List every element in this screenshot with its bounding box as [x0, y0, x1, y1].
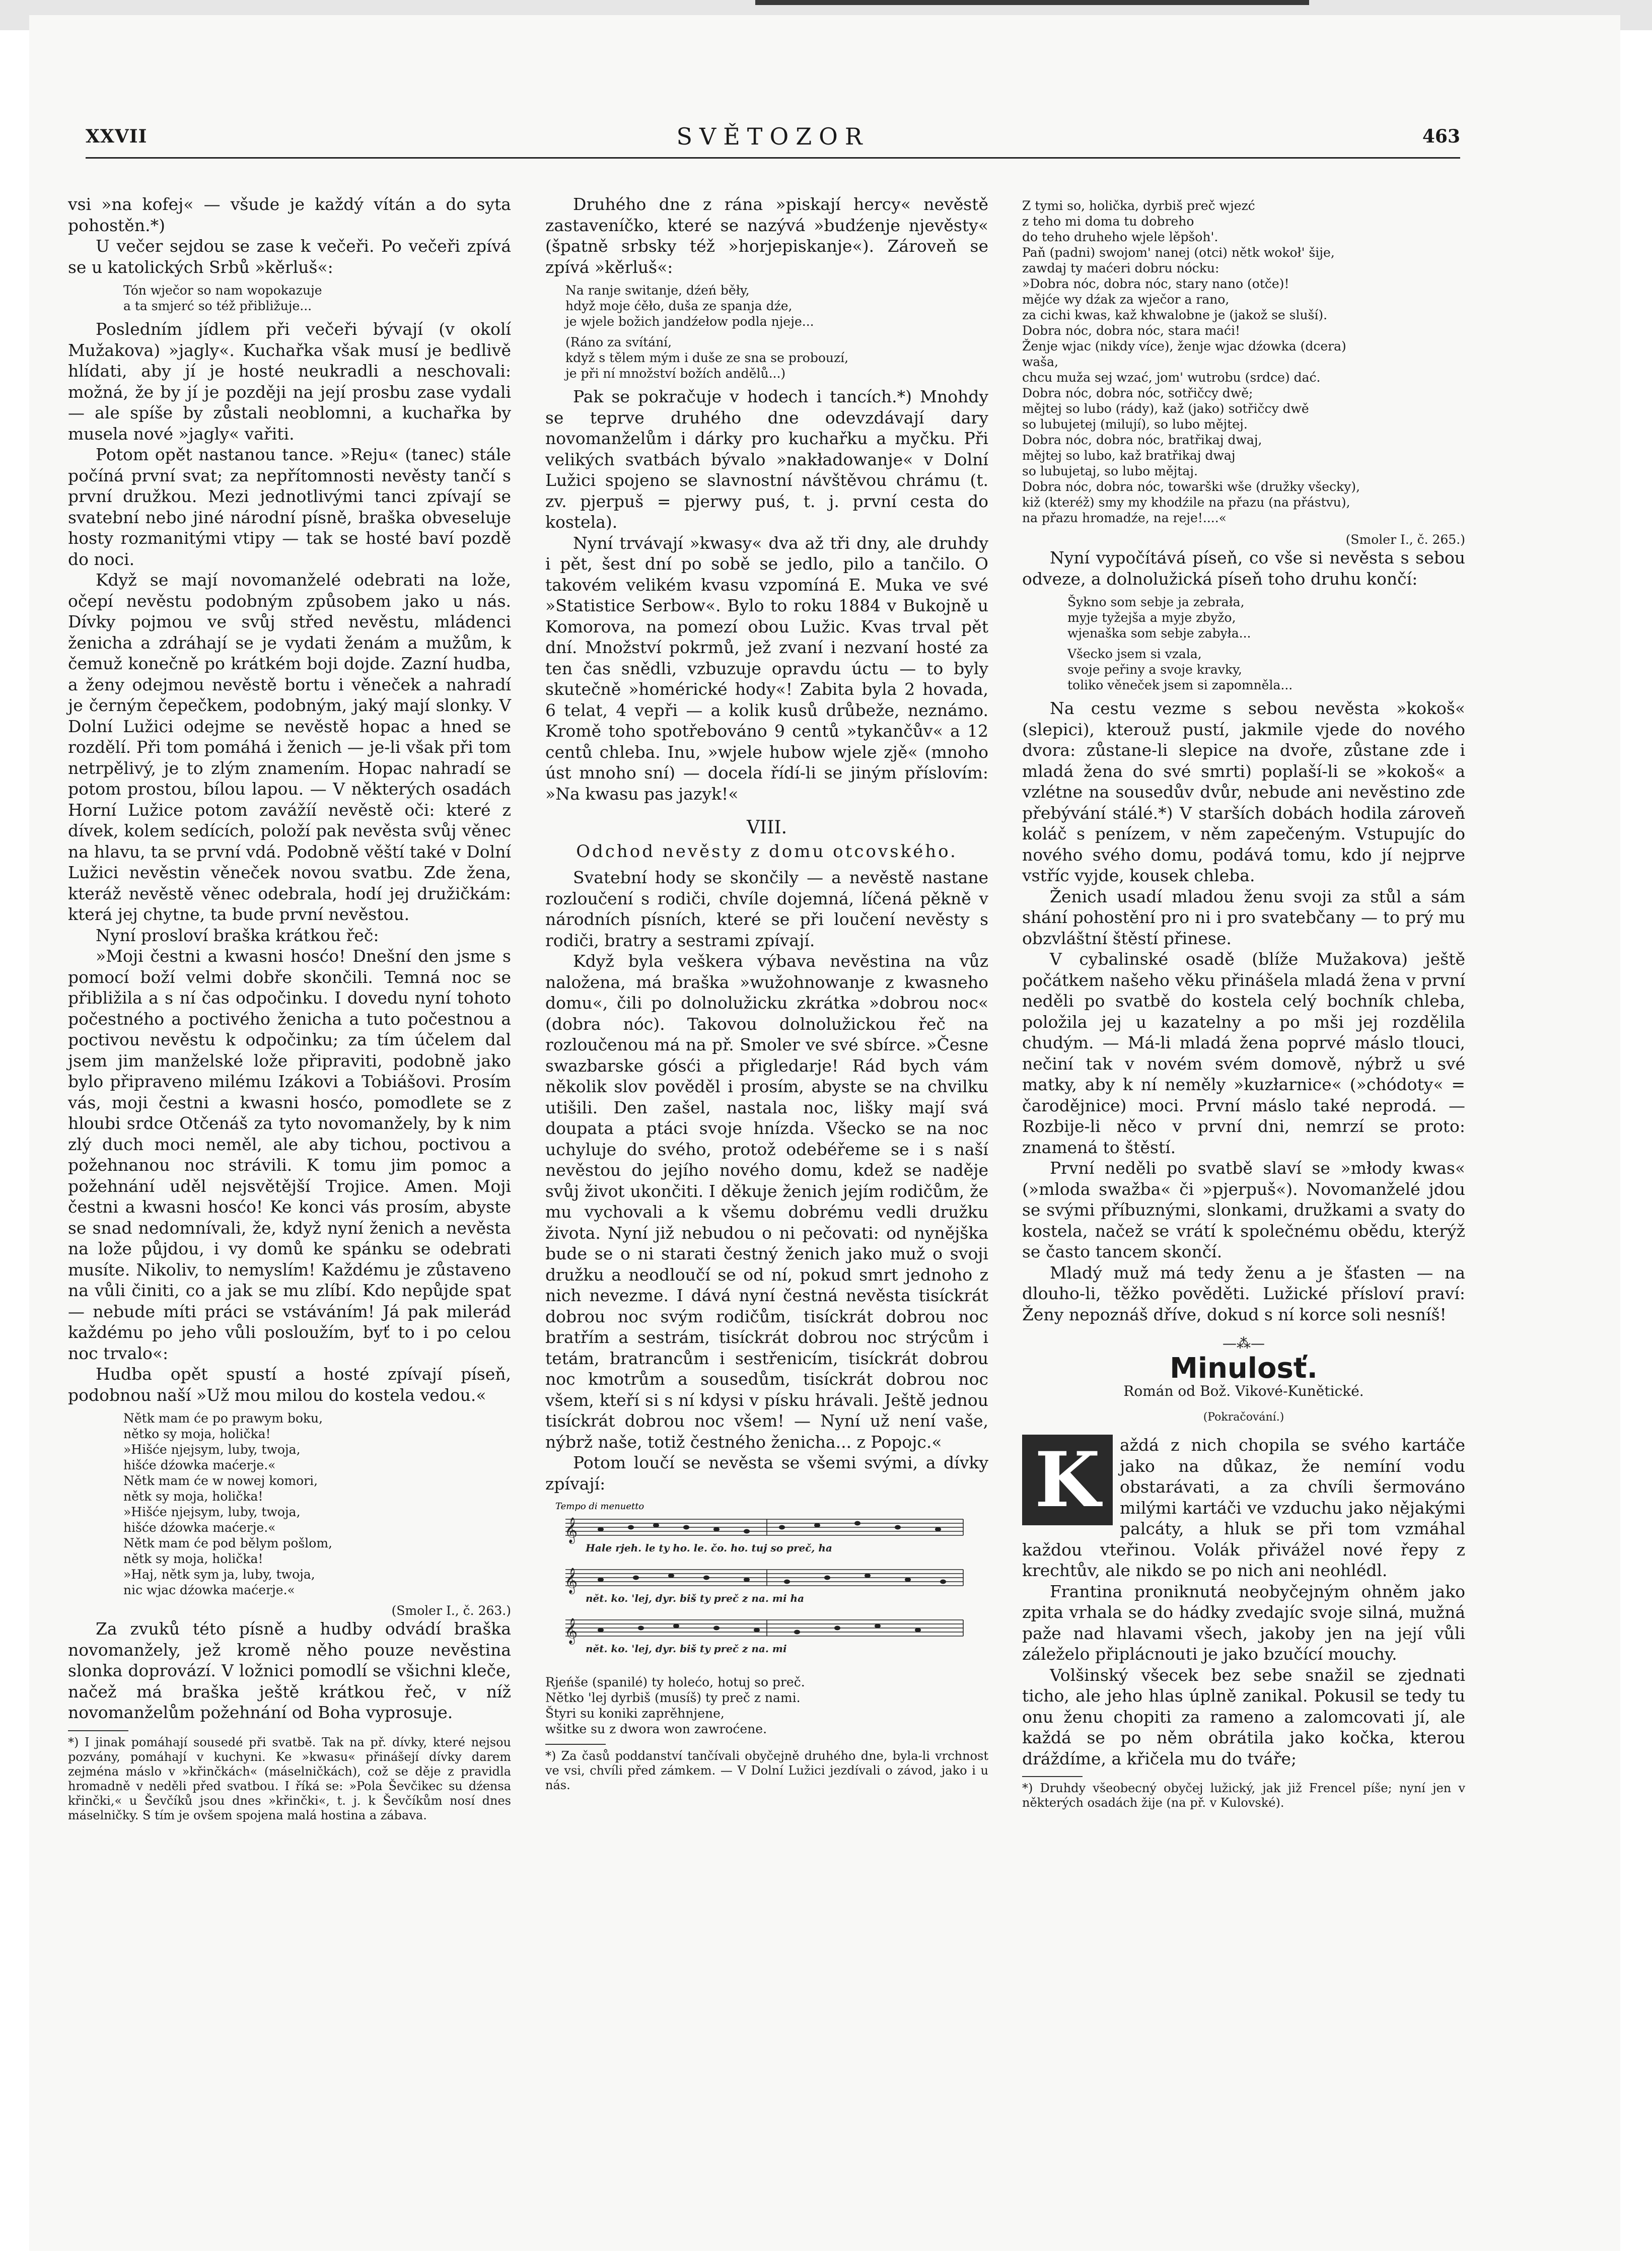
- paragraph: Když byla veškera výbava nevěstina na vůz naložena, má braška »wužohnowanje z kwasneho domu«, čili po dolnolužicku zkrátka »dobrou noc« (dobra nóc). Takovou dolnolužickou řeč na rozloučenou má na př. Smoler ve své sbírce. »Česne swazbarske gósći a přigledarje! Rád bych vám několik slov pověděl i prosím, abyste se na chvilku utišili. Den zašel, nastala noc, lišky mají svá doupata a ptáci svoje hnízda. Všecko se na noc uchyluje do svého, protož odebéřeme se i s naší nevěstou do jejího nového domu, kdež se naděje svůj život ukončiti. I děkuje ženich jejím rodičům, že mu vychovali a k všemu dobrému vedli družku života. Nyní již nebudou o ni pečovati: od nynějška bude se o ni starati čestný ženich jako muž o svoji družku a neodloučí se od ní, pokud smrt jednoho z nich nevezme. I dává nyní čestná nevěsta tisíckrát dobrou noc svým rodičům, tisíckrát dobrou noc bratřím a sestrám, tisíckrát dobrou noc strýcům i tetám, bratrancům i sestřenicím, tisíckrát dobrou noc kmotrům a sousedům, tisíckrát dobrou noc všem, kteří si s ní kdysi v písku hrávali. Ještě jednou tisíckrát dobrou noc všem! — Nyní už není vaše, nýbrž naše, totiž čestného ženicha... z Popojc.«: [545, 951, 988, 1452]
- music-staves: [555, 1501, 968, 1667]
- paragraph: V cybalinské osadě (blíže Mužakova) ještě počátkem našeho věku přinášela mladá žena v první neděli po svatbě do kostela celý bochník chleba, položila jej u kazatelny a po mši jej rozdělila chudým. — Má-li mladá žena poprvé máslo tlouci, nečiní tak v novém svém domově, nýbrž u své matky, aby k ní neměly »kuzłarnice« (»chódoty« = čarodějnice) moci. První máslo také neprodá. — Rozbije-li něco v první dni, nemrzí se proto: znamená to štěstí.: [1022, 949, 1465, 1157]
- source-citation: (Smoler I., č. 265.): [1345, 532, 1465, 547]
- journal-title: SVĚTOZOR: [676, 123, 870, 150]
- svg-text:𝄞: 𝄞: [564, 1618, 578, 1644]
- paragraph: Volšinský všecek bez sebe snažil se zjednati ticho, ale jeho hlas úplně zanikal. Pokusil se tedy tu onu ženu chopiti za rameno a zalomcovati jí, ale každá se po něm obrátila jako kočka, kterou dráždíme, a křičela mu do tváře;: [1022, 1665, 1465, 1768]
- song-verse: Z tymi so, holička, dyrbiš preč wjezć z teho mi doma tu dobreho do teho druheho wjele lěpšoh'. Paň (padni) swojom' nanej (otci) nětk wokoł' šije, zawdaj ty maćeri dobru nócku: »Dobra nóc, dobra nóc, stary nano (otče)! mějće wy dźak za wječor a rano, za cichi kwas, kaž khwalobne je (jakož se sluší). Dobra nóc, dobra nóc, stara maći! Ženje wjac (nikdy více), ženje wjac dźowka (dcera) waša, chcu muža sej wzać, jom' wutrobu (srdce) dać. Dobra nóc, dobra nóc, sotřičcy dwě; mějtej so lubo (rády), kaž (jako) sotřičcy dwě so lubujetej (milují), so lubo mějtej. Dobra nóc, dobra nóc, bratřikaj dwaj, mějtej so lubo, kaž bratřikaj dwaj so lubujetaj, so lubo mějtaj. Dobra nóc, dobra nóc, towarški wše (družky všecky), kiž (kteréž) smy my khodźile na přazu (na přástvu), na přazu hromadźe, na reje!....«: [1022, 198, 1360, 525]
- volume-number: XXVII: [86, 126, 148, 147]
- header-rule: [86, 157, 1460, 159]
- song-verse: Rjeńše (spanilé) ty holećo, hotuj so preč. Nětko 'lej dyrbiš (musíš) ty preč z nami. Štyri su koniki zaprěhnjene, wšitke su z dwora won zawroćene.: [545, 1675, 805, 1736]
- paragraph: aždá z nich chopila se svého kartáče jako na důkaz, že nemíní vodu obstarávati, a za chvíli šermováno milými kartáči ve vzduchu jako nějakými palcáty, a hluk se při tom vzmáhal každou vteřinou. Volák přivážel nové řepy z krechtův, ale nikdo se po nich ani neohlédl.: [1022, 1435, 1465, 1580]
- column-3: [1022, 194, 1465, 1810]
- novel-author: Román od Bož. Vikové-Kunětické.: [1123, 1383, 1364, 1399]
- column-2: [545, 194, 988, 1793]
- verse-translation: Všecko jsem si vzala, svoje peřiny a svoje kravky, toliko věneček jsem si zapomněla...: [1067, 647, 1293, 692]
- paragraph: Hudba opět spustí a hosté zpívají píseň, podobnou naší »Už mou milou do kostela vedou.«: [68, 1364, 511, 1405]
- footnote: *) I jinak pomáhají sousedé při svatbě. Tak na př. dívky, které nejsou pozvány, pomáhají v kuchyni. Ke »kwasu« přinášejí dívky darem zejména máslo v »křinčkách« (máselničkách), což se děje z pravidla hromadně v neděli před svatbou. I říká se: »Pola Ševčikec su dźensa křinčki,« u Ševčíků jsou dnes »křinčki«, t. j. k Ševčíkům nosí dnes máselničky. S tím je ovšem spojena malá hostina a zábava.: [68, 1735, 511, 1822]
- svg-text:𝄞: 𝄞: [564, 1517, 578, 1543]
- paragraph: Pak se pokračuje v hodech i tancích.*) Mnohdy se teprve druhého dne odevzdávají dary novomanželům i dárky pro kuchařku a myčku. Při velikých svatbách bývalo »nakładowanje« v Dolní Lužici spojeno se slavnostní návštěvou chrámu (t. zv. pjerpuš = pjerwy puś, t. j. první cesta do kostela).: [545, 387, 988, 532]
- paragraph: Nyní prosloví braška krátkou řeč:: [96, 925, 379, 945]
- source-citation: (Smoler I., č. 263.): [391, 1603, 511, 1618]
- section-title: Odchod nevěsty z domu otcovského.: [576, 841, 958, 862]
- paragraph: Svatební hody se skončily — a nevěstě nastane rozloučení s rodiči, chvíle dojemná, líčená pěkně v národních písních, které se při loučení nevěsty s rodiči, bratry a sestrami zpívají.: [545, 868, 988, 950]
- paragraph: Potom loučí se nevěsta se všemi svými, a dívky zpívají:: [545, 1453, 988, 1494]
- lyric-line-2: nět. ko. 'lej, dyr. biš ty preč z na. mi ha: [586, 1592, 805, 1604]
- paragraph: vsi »na kofej« — všude je každý vítán a do syta pohostěn.*): [68, 194, 511, 235]
- paragraph: Když se mají novomanželé odebrati na lože, očepí nevěstu podobným způsobem jako u nás. Dívky pojmou ve svůj střed nevěstu, mládenci ženicha a zdráhají se je vydati ženám a mužům, k čemuž konečně po krátkém boji dojde. Zazní hudba, a ženy odejmou nevěstě bortu i věneček a nahradí je černým čepečkem, podobným, jaký mají slonky. V Dolní Lužici odejme se nevěstě hopac a hned se rozdělí. Při tom pomáhá i ženich — je-li však při tom netrpělivý, je to zlým znamením. Hopac nahradí se potom prostou, bílou lapou. — V některých osadách Horní Lužice potom zavážíí nevěstě oči: které z dívek, kolem sedících, položí pak nevěsta svůj věnec na hlavu, ta se první vdá. Podobně věští také v Dolní Lužici nevěstin věneček novou svatbu. Zde žena, kteráž nevěstě věnec odebrala, hodí jej družičkám: která jej chytne, ta bude první nevěstou.: [68, 570, 511, 924]
- footnote: *) Za časů poddanství tančívali obyčejně druhého dne, byla-li vrchnost ve vsi, chvíli před zámkem. — V Dolní Lužici jezdívali o závod, jako i u nás.: [545, 1749, 988, 1792]
- paragraph: Potom opět nastanou tance. »Reju« (tanec) stále počíná první svat; za nepřítomnosti nevěsty tančí s první družkou. Mezi jednotlivými tanci zpívají se svatební nebo jiné národní písně, braška obveseluje hosty rozmanitými vtipy — tak se hosté baví pozdě do noci.: [68, 445, 511, 569]
- section-number: VIII.: [746, 817, 787, 838]
- music-notation: [555, 1501, 968, 1667]
- footnote-rule: [68, 1730, 128, 1731]
- ornament-divider: —⁂—: [1223, 1335, 1265, 1352]
- paragraph: Mladý muž má tedy ženu a je šťasten — na dlouho-li, těžko pověděti. Lužické přísloví praví: Ženy nepoznáš dříve, dokud s ní korce soli nesníš!: [1022, 1262, 1465, 1324]
- paragraph: Posledním jídlem při večeři bývají (v okolí Mužakova) »jagly«. Kuchařka však musí je bedlivě hlídati, aby jí je hosté neukradli a neschovali: možná, že by jí je později na její prosbu zase vydali — ale spíše by zůstali neoblomni, a kuchařka by musela nové »jagly« vařiti.: [68, 319, 511, 444]
- decorative-initial: K: [1022, 1435, 1113, 1525]
- column-1: [68, 194, 511, 1823]
- paragraph: Ženich usadí mladou ženu svoji za stůl a sám shání pohostění pro ni i pro svatebčany — to prý mu obzvláštní štěstí přinese.: [1022, 886, 1465, 948]
- verse: Tón wječor so nam wopokazuje a ta smjerć so též přibližuje...: [123, 283, 322, 313]
- running-header: [86, 123, 1460, 156]
- paragraph: Za zvuků této písně a hudby odvádí braška novomanžely, jež kromě něho pouze nevěstina slonka doprovází. V ložnici pomodlí se všichni kleče, načež má braška ještě krátkou řeč, v níž novomanželům požehnání od Boha vyprosuje.: [68, 1619, 511, 1722]
- paragraph: »Moji čestni a kwasni hosćo! Dnešní den jsme s pomocí boží velmi dobře skončili. Temná noc se přibližila a s ní čas odpočinku. I dovedu nyní tohoto počestného a poctivého ženicha a tuto počestnou a poctivou nevěstu k odpočinku; za tím účelem dal jsem jim manželské lože připraviti, podobně jako bylo připraveno milému Izákovi a Tobiášovi. Prosím vás, moji čestni a kwasni hosćo, pomodlete se z hloubi srdce Otčenáš za tyto novomanžely, by k nim zlý duch moci neměl, ale aby tichou, poctivou a požehnanou noc strávili. K tomu jim pomoc a požehnání uděl nejsvětější Trojice. Amen. Moji čestni a kwasni hosćo! Ke konci vás prosím, abyste se snad nedomnívali, že, když nyní ženich a nevěsta na lože půjdou, i vy domů ke spánku se odebrati musíte. Nikoliv, to nemyslím! Každému je zůstaveno na vůli činiti, co a jak se mu zlíbí. Kdo nepůjde spat — nebude míti práci se vstáváním! Já pak milerád každému po jeho vůli posloužím, byť to i po celou noc trvalo«:: [68, 946, 511, 1363]
- paragraph: Nyní trvávají »kwasy« dva až tři dny, ale druhdy i pět, šest dní po sobě se jedlo, pilo a tančilo. O takovém velikém kvasu vzpomíná E. Muka ve své »Statistice Serbow«. Bylo to roku 1884 v Bukojně u Komorova, na pomezí obou Lužic. Kvas trval pět dní. Množství pokrmů, jež zvaní i nezvaní hosté za ten čas snědli, vzbuzuje opravdu úctu — to byly skutečně »homérické hody«! Zabita byla 2 hovada, 6 telat, 4 vepři — a kolik kusů drůbeže, neznámo. Kromě toho spotřebováno 9 centů »tykančův« a 12 centů chleba. Inu, »wjele hubow wjele zjě« (mnoho úst mnoho sní) — docela řídí-li se jiným příslovím: »Na kwasu pas jazyk!«: [545, 533, 988, 804]
- lyric-line-3: nět. ko. 'lej, dyr. biš ty preč z na. mi: [586, 1643, 787, 1655]
- footnote-rule: [545, 1744, 606, 1745]
- tempo-marking: Tempo di menuetto: [555, 1501, 644, 1512]
- verse: Šykno som sebje ja zebrała, myje tyžejša a myje zbyžo, wjenaška som sebje zabyła...: [1067, 595, 1251, 641]
- song-verse: Nětk mam će po prawym boku, nětko sy moja, holička! »Hišće njejsym, luby, twoja, hišće dźowka maćerje.« Nětk mam će w nowej komori, nětk sy moja, holička! »Hišće njejsym, luby, twoja, hišće dźowka maćerje.« Nětk mam će pod bělym pošlom, nětk sy moja, holička! »Haj, nětk sym ja, luby, twoja, nic wjac dźowka maćerje.«: [123, 1411, 332, 1597]
- novel-title: Minulosť.: [1170, 1352, 1318, 1385]
- paragraph: Frantina proniknutá neobyčejným ohněm jako zpita vrhala se do hádky zvedajíc svoje silná, mužná paže nad hlavami všech, jakoby jen na její vůli záleželo připlácnouti je jako bzučící mouchy.: [1022, 1581, 1465, 1664]
- footnote-rule: [1022, 1776, 1083, 1777]
- verse-translation: (Ráno za svítání, když s tělem mým i duše ze sna se probouzí, je při ní množství božích andělů...): [565, 335, 849, 381]
- lyric-line-1: Hale rjeh. le ty ho. le. čo. ho. tuj so preč, ha: [586, 1542, 832, 1554]
- scan-dark-band: [755, 0, 1309, 5]
- svg-text:𝄞: 𝄞: [564, 1568, 578, 1593]
- paragraph: První neděli po svatbě slaví se »młody kwas« (»mloda swažba« či »pjerpuš«). Novomanželé jdou se svými příbuznými, slonkami, družkami a svaty do kostela, načež se vrátí k společnému obědu, kterýž se často tancem skončí.: [1022, 1158, 1465, 1261]
- paragraph: U večer sejdou se zase k večeři. Po večeři zpívá se u katolických Srbů »kěrluš«:: [68, 236, 511, 277]
- paragraph: Druhého dne z rána »piskají hercy« nevěstě zastaveníčko, které se nazývá »budźenje njevěsty« (špatně srbsky též »horjepiskanje«). Zároveň se zpívá »kěrluš«:: [545, 194, 988, 277]
- verse: Na ranje switanje, dźeń běły, hdyž moje ćěło, duša ze spanja dźe, je wjele božich jandźełow podla njeje...: [565, 283, 814, 329]
- continuation-note: (Pokračování.): [1203, 1410, 1284, 1424]
- page-number: 463: [1422, 126, 1460, 147]
- paragraph: Nyní vypočítává píseň, co vše si nevěsta s sebou odveze, a dolnolužická píseň toho druhu končí:: [1022, 548, 1465, 589]
- footnote: *) Druhdy všeobecný obyčej lužický, jak již Frencel píše; nyní jen v některých osadách žije (na př. v Kulovské).: [1022, 1781, 1465, 1810]
- paragraph: Na cestu vezme s sebou nevěsta »kokoš« (slepici), kterouž pustí, jakmile vjede do nového dvora: zůstane-li slepice na dvoře, zůstane zde i mladá žena do své smrti) poplaší-li se »kokoš« a vzlétne na sousedův dvůr, nebude ani nevěstino zde přebývání stálé.*) V starších dobách hodila zároveň koláč s penízem, v něm zapečeným. Vstupujíc do nového svého domu, podává tomu, kdo jí nejprve vstříc vyjde, kousek chleba.: [1022, 698, 1465, 885]
